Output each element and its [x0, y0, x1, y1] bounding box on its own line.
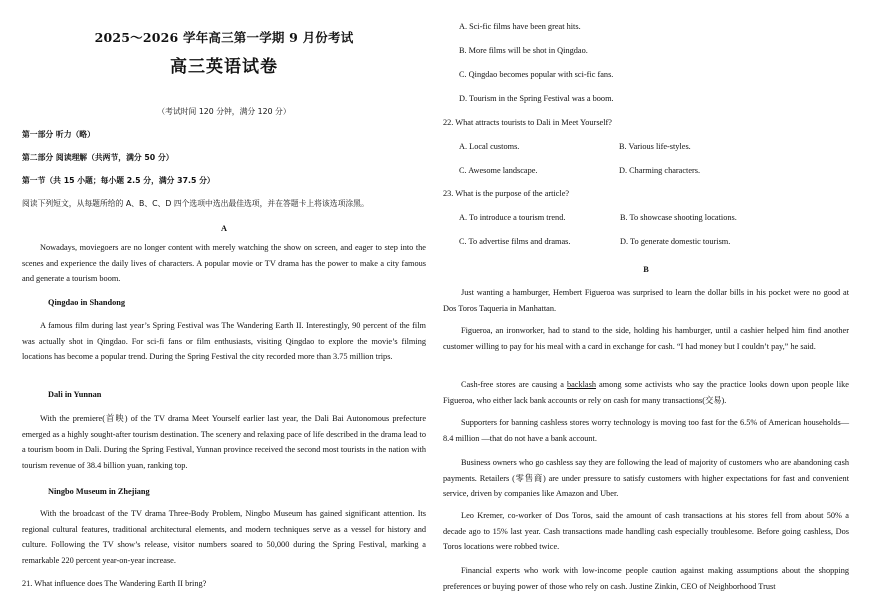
exam-title: 2025～2026 学年高三第一学期 9 月份考试 [94, 30, 354, 45]
passage-a-heading: Ningbo Museum in Zhejiang [48, 487, 150, 496]
passage-b-paragraph: Leo Kremer, co-worker of Dos Toros, said the amount of cash transactions at his stores fell from about 50% a decade ago to 15% last year. Cash transactions made handling cash especially troublesome. Before going cashless, Dos Toros locations were robbed twice. [443, 511, 849, 551]
underlined-word: backlash [566, 380, 596, 389]
passage-a-paragraph: A famous film during last year’s Spring Festival was The Wandering Earth II. Interestingly, 90 percent of the film was actually shot in Qingdao. For sci-fi fans or film enthusiasts, visiting Qingdao to explore the movie’s filming locations has become a popular trend. During the Spring Festival the city recorded more than 3.75 million trips. [22, 321, 426, 361]
passage-a-heading: Qingdao in Shandong [48, 298, 126, 307]
q22-option-d: D. Charming characters. [619, 166, 701, 175]
q21-option-b: B. More films will be shot in Qingdao. [459, 46, 588, 55]
q22-option-c: C. Awesome landscape. [459, 166, 538, 175]
section1-heading: 第一节（共 15 小题；每小题 2.5 分，满分 37.5 分） [22, 176, 215, 185]
q23-option-c: C. To advertise films and dramas. [459, 237, 571, 246]
question-21-stem: 21. What influence does The Wandering Earth II bring? [22, 579, 207, 588]
passage-b-paragraph: Business owners who go cashless say they are following the lead of majority of customers who are abandoning cash payments. Retailers (零售商) are under pressure to satisfy customers with higher expectations for fast and convenient service, driven by companies like Amazon and Uber. [443, 458, 849, 498]
part1-heading: 第一部分 听力（略） [22, 130, 95, 139]
passage-b-paragraph: Financial experts who work with low-income people caution against making assumptions about the shopping preferences or buying power of those who rely on cash. Justine Zinkin, CEO of Neighborhood Trust [443, 566, 849, 591]
passage-b-text: among some activists who say the practice looks down upon people like Figueroa, who either lack bank accounts or rely on cash for many transactions(交易). [443, 380, 849, 405]
q23-option-b: B. To showcase shooting locations. [620, 213, 737, 222]
q22-option-b: B. Various life-styles. [619, 142, 691, 151]
passage-a-heading: Dali in Yunnan [48, 390, 102, 399]
question-23-stem: 23. What is the purpose of the article? [443, 189, 570, 198]
subject-title: 高三英语试卷 [170, 57, 278, 77]
passage-b-paragraph: Just wanting a hamburger, Hembert Figueroa was surprised to learn the dollar bills in his pocket were no good at Dos Toros Taqueria in Manhattan. [443, 288, 849, 313]
q23-option-a: A. To introduce a tourism trend. [459, 213, 566, 222]
q23-option-d: D. To generate domestic tourism. [620, 237, 731, 246]
passage-a-paragraph: With the premiere(首映) of the TV drama Meet Yourself earlier last year, the Dali Bai Autonomous prefecture emerged as a highly sought-after tourism destination. The scenery and relaxing pace of life described in the drama lead to a tourism boom in Dali. During the Spring Festival, Yunnan province received the second most tourists in the nation with tourism revenue of 38.4 billion yuan, ranking top. [22, 414, 426, 470]
passage-a-paragraph: With the broadcast of the TV drama Three-Body Problem, Ningbo Museum has gained significant attention. Its regional cultural features, traditional architectural elements, and modern techniques serve as a vessel for history and culture. Following the TV show’s release, visitor numbers soared to 50,000 during the Spring Festival, marking a remarkable 220 percent year-on-year increase. [22, 509, 426, 565]
q21-option-c: C. Qingdao becomes popular with sci-fic fans. [459, 70, 614, 79]
passage-b-text: Cash-free stores are causing a [461, 380, 567, 389]
passage-b-paragraph [443, 377, 849, 408]
exam-info: （考试时间 120 分钟，满分 120 分） [157, 107, 291, 116]
q22-option-a: A. Local customs. [459, 142, 520, 151]
q21-option-d: D. Tourism in the Spring Festival was a boom. [459, 94, 614, 103]
question-22-stem: 22. What attracts tourists to Dali in Meet Yourself? [443, 118, 612, 127]
passage-a-paragraph: Nowadays, moviegoers are no longer content with merely watching the show on screen, and eager to step into the scenes and experience the daily lives of characters. A popular movie or TV drama has the power to make a city famous and generate a tourism boom. [22, 243, 426, 283]
instructions: 阅读下列短文，从每题所给的 A、B、C、D 四个选项中选出最佳选项，并在答题卡上将该选项涂黑。 [22, 199, 369, 208]
passage-b-paragraph: Figueroa, an ironworker, had to stand to the side, holding his hamburger, until a cashier helped him find another customer willing to pay for his meal with a card in exchange for cash. “I had money but I couldn’t pay,” he said. [443, 326, 849, 351]
passage-b-label: B [643, 265, 649, 274]
passage-a-label: A [221, 224, 227, 233]
passage-b-paragraph: Supporters for banning cashless stores worry technology is moving too fast for the 6.5% of American households—8.4 million —that do not have a bank account. [443, 418, 849, 443]
q21-option-a: A. Sci-fic films have been great hits. [459, 22, 581, 31]
part2-heading: 第二部分 阅读理解（共两节，满分 50 分） [22, 153, 174, 162]
